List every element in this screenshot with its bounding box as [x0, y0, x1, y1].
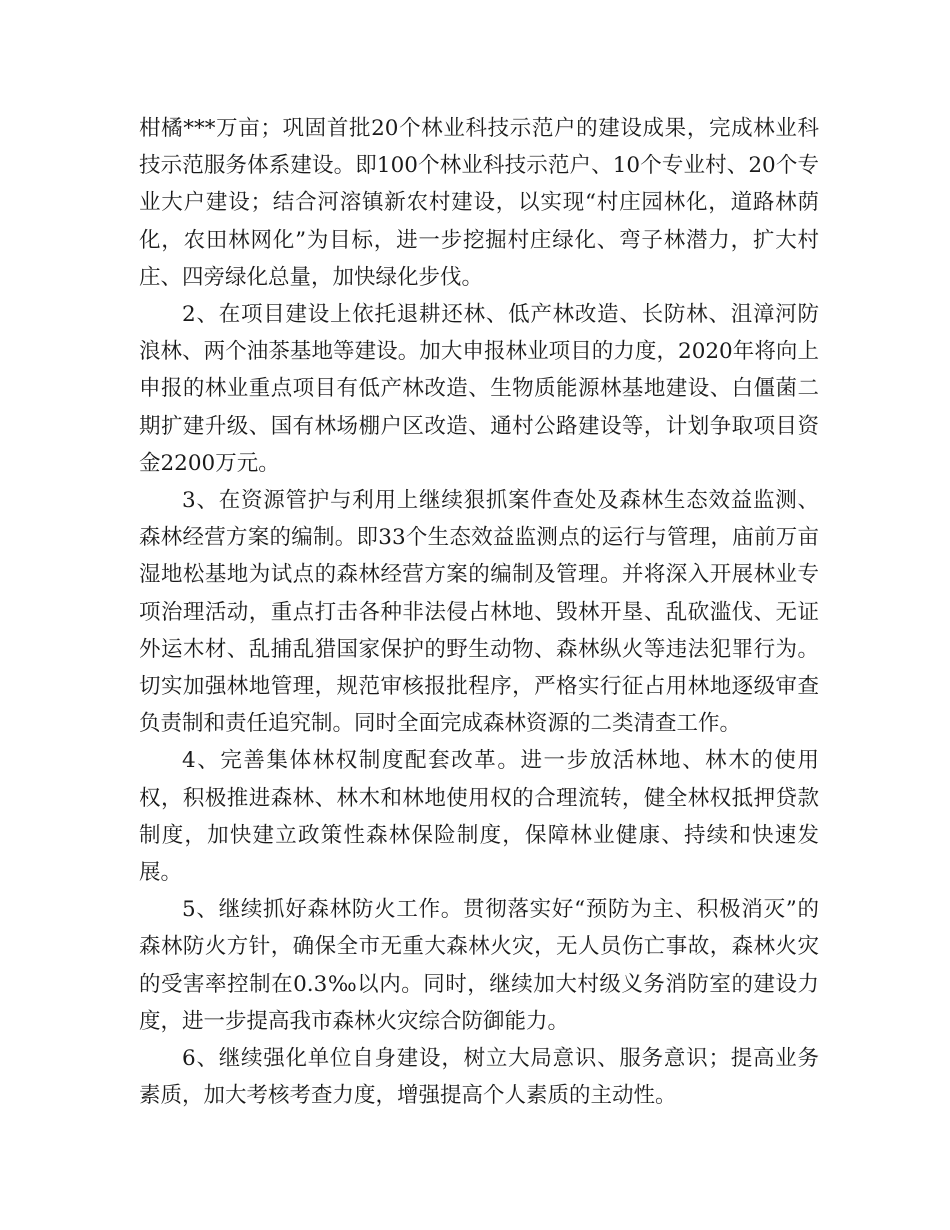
paragraph-6: 6、继续强化单位自身建设，树立大局意识、服务意识；提高业务素质，加大考核考查力度，增强提高个人素质的主动性。 — [139, 1046, 819, 1109]
paragraph-3: 3、在资源管护与利用上继续狠抓案件查处及森林生态效益监测、森林经营方案的编制。即33个生态效益监测点的运行与管理，庙前万亩湿地松基地为试点的森林经营方案的编制及管理。并将深入开展林业专项治理活动，重点打击各种非法侵占林地、毁林开垦、乱砍滥伐、无证外运木材、乱捕乱猎国家保护的野生动物、森林纵火等违法犯罪行为。切实加强林地管理，规范审核报批程序，严格实行征占用林地逐级审查负责制和责任追究制。同时全面完成森林资源的二类清查工作。 — [139, 488, 819, 737]
paragraph-4: 4、完善集体林权制度配套改革。进一步放活林地、林木的使用权，积极推进森林、林木和林地使用权的合理流转，健全林权抵押贷款制度，加快建立政策性森林保险制度，保障林业健康、持续和快速发展。 — [139, 748, 819, 886]
paragraph-1: 柑橘***万亩；巩固首批20个林业科技示范户的建设成果，完成林业科技示范服务体系建设。即100个林业科技示范户、10个专业村、20个专业大户建设；结合河溶镇新农村建设，以实现“村庄园林化，道路林荫化，农田林网化”为目标，进一步挖掘村庄绿化、弯子林潜力，扩大村庄、四旁绿化总量，加快绿化步伐。 — [139, 116, 819, 290]
document-body — [139, 110, 819, 1114]
paragraph-5: 5、继续抓好森林防火工作。贯彻落实好“预防为主、积极消灭”的森林防火方针，确保全市无重大森林火灾，无人员伤亡事故，森林火灾的受害率控制在0.3‰以内。同时，继续加大村级义务消防室的建设力度，进一步提高我市森林火灾综合防御能力。 — [139, 897, 819, 1034]
paragraph-2: 2、在项目建设上依托退耕还林、低产林改造、长防林、沮漳河防浪林、两个油茶基地等建设。加大申报林业项目的力度，2020年将向上申报的林业重点项目有低产林改造、生物质能源林基地建设、白僵菌二期扩建升级、国有林场棚户区改造、通村公路建设等，计划争取项目资金2200万元。 — [139, 302, 819, 476]
